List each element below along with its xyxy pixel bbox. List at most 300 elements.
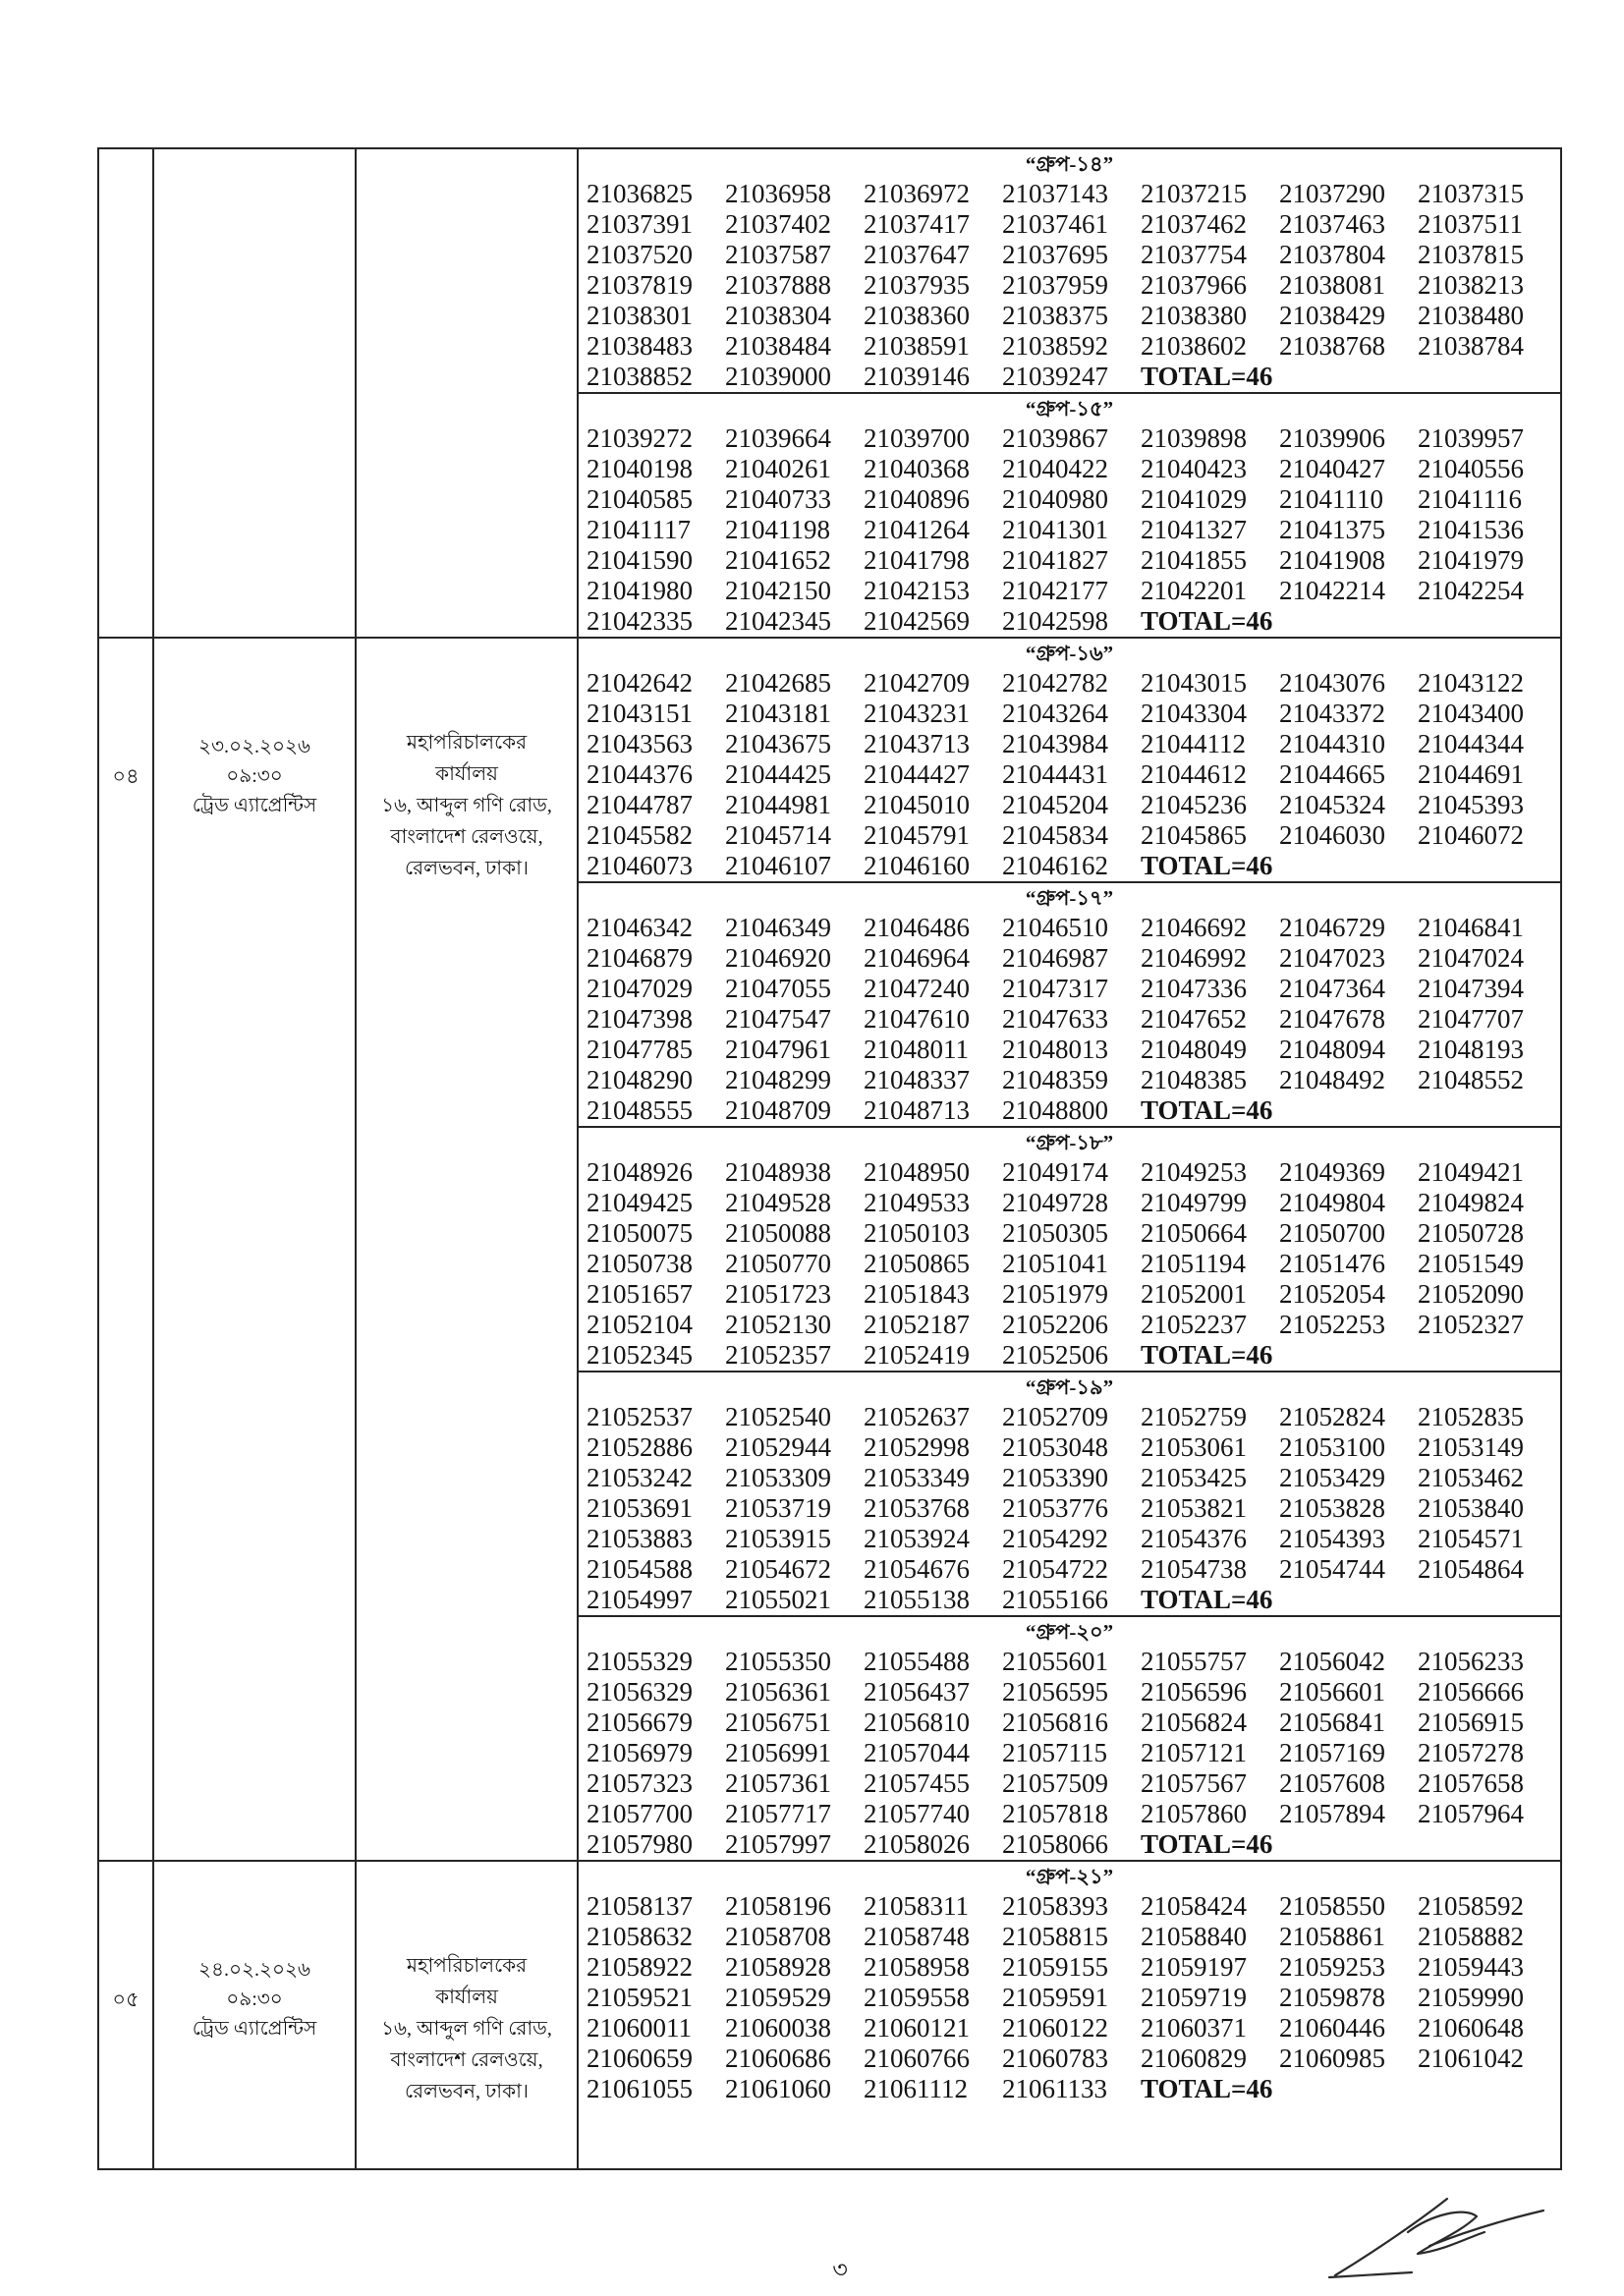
roll-number: 21053100 xyxy=(1279,1432,1385,1462)
roll-number: 21040980 xyxy=(1002,484,1108,514)
roll-number: 21043372 xyxy=(1279,699,1385,728)
roll-row xyxy=(579,1983,1560,2013)
roll-number: 21050770 xyxy=(725,1249,831,1278)
roll-number: 21043304 xyxy=(1141,699,1247,728)
roll-row xyxy=(579,331,1560,362)
roll-number: 21056601 xyxy=(1279,1677,1385,1707)
roll-number: 21047961 xyxy=(725,1035,831,1064)
roll-number: 21037959 xyxy=(1002,270,1108,300)
roll-number: 21053390 xyxy=(1002,1463,1108,1492)
roll-number: 21058922 xyxy=(587,1952,693,1982)
roll-number: 21042254 xyxy=(1418,576,1524,605)
roll-number: 21039898 xyxy=(1141,423,1247,453)
roll-number: 21056329 xyxy=(587,1677,693,1707)
roll-number: 21041116 xyxy=(1418,484,1522,514)
roll-number: 21054571 xyxy=(1418,1524,1524,1553)
roll-number: 21037754 xyxy=(1141,240,1247,269)
roll-row xyxy=(579,699,1560,729)
roll-number: 21039957 xyxy=(1418,423,1524,453)
roll-number: 21056915 xyxy=(1418,1708,1524,1737)
group-total: TOTAL=46 xyxy=(1141,1340,1273,1370)
roll-number: 21057997 xyxy=(725,1829,831,1859)
group-total: TOTAL=46 xyxy=(1141,2074,1273,2103)
roll-number: 21049533 xyxy=(864,1188,970,1217)
roll-number: 21055488 xyxy=(864,1647,970,1676)
roll-row xyxy=(579,545,1560,576)
venue-cell xyxy=(357,149,579,637)
roll-number: 21049799 xyxy=(1141,1188,1247,1217)
roll-number: 21041827 xyxy=(1002,545,1108,575)
roll-number: 21056991 xyxy=(725,1738,831,1767)
roll-row xyxy=(579,1340,1560,1371)
roll-number: 21046160 xyxy=(864,851,970,880)
roll-number: 21045393 xyxy=(1418,790,1524,819)
roll-number: 21057323 xyxy=(587,1768,693,1798)
roll-number: 21058592 xyxy=(1418,1891,1524,1921)
roll-number: 21060783 xyxy=(1002,2044,1108,2073)
roll-number: 21053776 xyxy=(1002,1493,1108,1523)
roll-number: 21037647 xyxy=(864,240,970,269)
roll-row xyxy=(579,2074,1560,2104)
roll-row xyxy=(579,240,1560,270)
roll-number: 21045582 xyxy=(587,820,693,850)
roll-number: 21057044 xyxy=(864,1738,970,1767)
roll-number: 21046920 xyxy=(725,943,831,973)
roll-number: 21053828 xyxy=(1279,1493,1385,1523)
roll-number: 21044376 xyxy=(587,759,693,789)
roll-number: 21049528 xyxy=(725,1188,831,1217)
date-time-cell xyxy=(154,639,357,1860)
roll-number: 21043151 xyxy=(587,699,693,728)
roll-row xyxy=(579,301,1560,331)
group-title: “গ্রুপ-১৮” xyxy=(1025,1131,1114,1154)
roll-number: 21052054 xyxy=(1279,1279,1385,1309)
roll-number: 21043675 xyxy=(725,729,831,758)
roll-row xyxy=(579,423,1560,454)
exam-schedule-table xyxy=(97,147,1562,2170)
roll-number: 21058632 xyxy=(587,1922,693,1951)
roll-number: 21056679 xyxy=(587,1708,693,1737)
roll-number: 21036825 xyxy=(587,179,693,208)
group-title: “গ্রুপ-১৯” xyxy=(1025,1375,1114,1399)
serial-cell xyxy=(99,1862,154,2168)
roll-number: 21042335 xyxy=(587,606,693,636)
roll-number: 21041798 xyxy=(864,545,970,575)
roll-number: 21038081 xyxy=(1279,270,1385,300)
roll-number: 21039700 xyxy=(864,423,970,453)
roll-number: 21042709 xyxy=(864,668,970,698)
roll-number: 21052637 xyxy=(864,1402,970,1431)
roll-number: 21041327 xyxy=(1141,515,1247,544)
roll-number: 21055138 xyxy=(864,1585,970,1614)
roll-number: 21047029 xyxy=(587,974,693,1003)
roll-number: 21042345 xyxy=(725,606,831,636)
roll-number: 21043563 xyxy=(587,729,693,758)
roll-number: 21048950 xyxy=(864,1157,970,1187)
roll-number: 21054588 xyxy=(587,1554,693,1584)
roll-row xyxy=(579,209,1560,240)
roll-number: 21042642 xyxy=(587,668,693,698)
roll-number: 21052886 xyxy=(587,1432,693,1462)
roll-row xyxy=(579,913,1560,943)
roll-number: 21037143 xyxy=(1002,179,1108,208)
venue-cell xyxy=(357,1862,579,2168)
roll-number: 21037315 xyxy=(1418,179,1524,208)
roll-number: 21058748 xyxy=(864,1922,970,1951)
group-total: TOTAL=46 xyxy=(1141,606,1273,636)
roll-number: 21039247 xyxy=(1002,362,1108,391)
roll-number: 21059719 xyxy=(1141,1983,1247,2012)
group-block xyxy=(579,639,1560,881)
roll-number: 21043264 xyxy=(1002,699,1108,728)
roll-number: 21047633 xyxy=(1002,1004,1108,1034)
roll-row xyxy=(579,179,1560,209)
roll-number: 21058815 xyxy=(1002,1922,1108,1951)
roll-row xyxy=(579,1677,1560,1708)
roll-number: 21053719 xyxy=(725,1493,831,1523)
roll-row xyxy=(579,1279,1560,1310)
roll-number: 21044344 xyxy=(1418,729,1524,758)
roll-number: 21041301 xyxy=(1002,515,1108,544)
roll-number: 21048299 xyxy=(725,1065,831,1094)
roll-number: 21052253 xyxy=(1279,1310,1385,1339)
roll-number: 21042782 xyxy=(1002,668,1108,698)
roll-number: 21042214 xyxy=(1279,576,1385,605)
roll-number: 21038375 xyxy=(1002,301,1108,330)
trade-name: ট্রেড এ্যাপ্রেন্টিস xyxy=(192,2018,317,2040)
roll-row xyxy=(579,1218,1560,1249)
roll-number: 21046987 xyxy=(1002,943,1108,973)
roll-row xyxy=(579,1647,1560,1677)
roll-number: 21045236 xyxy=(1141,790,1247,819)
roll-row xyxy=(579,1004,1560,1035)
roll-row xyxy=(579,1524,1560,1554)
roll-number: 21059558 xyxy=(864,1983,970,2012)
roll-number: 21047610 xyxy=(864,1004,970,1034)
roll-number: 21059878 xyxy=(1279,1983,1385,2012)
roll-number: 21046841 xyxy=(1418,913,1524,942)
roll-number: 21057658 xyxy=(1418,1768,1524,1798)
venue-line: বাংলাদেশ রেলওয়ে, xyxy=(390,826,543,848)
roll-number: 21042201 xyxy=(1141,576,1247,605)
roll-number: 21056596 xyxy=(1141,1677,1247,1707)
roll-number: 21054672 xyxy=(725,1554,831,1584)
roll-row xyxy=(579,1463,1560,1493)
roll-number: 21043122 xyxy=(1418,668,1524,698)
roll-number: 21039906 xyxy=(1279,423,1385,453)
roll-number: 21041117 xyxy=(587,515,691,544)
roll-number: 21047364 xyxy=(1279,974,1385,1003)
roll-number: 21057860 xyxy=(1141,1799,1247,1828)
roll-number: 21058066 xyxy=(1002,1829,1108,1859)
roll-numbers-cell xyxy=(579,639,1560,1860)
roll-number: 21041590 xyxy=(587,545,693,575)
roll-row xyxy=(579,1249,1560,1279)
roll-number: 21057700 xyxy=(587,1799,693,1828)
roll-number: 21037215 xyxy=(1141,179,1247,208)
roll-number: 21037587 xyxy=(725,240,831,269)
roll-number: 21051476 xyxy=(1279,1249,1385,1278)
roll-number: 21052104 xyxy=(587,1310,693,1339)
schedule-row xyxy=(99,637,1560,1860)
roll-number: 21051194 xyxy=(1141,1249,1246,1278)
roll-number: 21046162 xyxy=(1002,851,1108,880)
roll-numbers-cell xyxy=(579,1862,1560,2168)
roll-number: 21043015 xyxy=(1141,668,1247,698)
roll-number: 21055329 xyxy=(587,1647,693,1676)
roll-number: 21058196 xyxy=(725,1891,831,1921)
roll-number: 21048094 xyxy=(1279,1035,1385,1064)
venue-line: ১৬, আব্দুল গণি রোড, xyxy=(381,2018,552,2040)
roll-number: 21053425 xyxy=(1141,1463,1247,1492)
roll-number: 21051657 xyxy=(587,1279,693,1309)
roll-number: 21040733 xyxy=(725,484,831,514)
roll-row xyxy=(579,1432,1560,1463)
roll-number: 21053840 xyxy=(1418,1493,1524,1523)
roll-number: 21038784 xyxy=(1418,331,1524,361)
exam-time: ০৯:৩০ xyxy=(226,1988,283,2010)
roll-number: 21059591 xyxy=(1002,1983,1108,2012)
roll-number: 21052759 xyxy=(1141,1402,1247,1431)
venue-line: ১৬, আব্দুল গণি রোড, xyxy=(381,795,552,816)
roll-number: 21052537 xyxy=(587,1402,693,1431)
roll-number: 21060648 xyxy=(1418,2013,1524,2043)
roll-number: 21043181 xyxy=(725,699,831,728)
roll-row xyxy=(579,454,1560,484)
roll-number: 21046692 xyxy=(1141,913,1247,942)
schedule-row xyxy=(99,149,1560,637)
roll-number: 21053462 xyxy=(1418,1463,1524,1492)
roll-number: 21042598 xyxy=(1002,606,1108,636)
exam-time: ০৯:৩০ xyxy=(226,765,283,787)
roll-number: 21059443 xyxy=(1418,1952,1524,1982)
roll-number: 21059529 xyxy=(725,1983,831,2012)
serial-number: ০৪ xyxy=(112,764,140,788)
roll-number: 21061042 xyxy=(1418,2044,1524,2073)
roll-number: 21047652 xyxy=(1141,1004,1247,1034)
roll-number: 21036972 xyxy=(864,179,970,208)
group-block xyxy=(579,392,1560,637)
roll-number: 21052237 xyxy=(1141,1310,1247,1339)
roll-number: 21057964 xyxy=(1418,1799,1524,1828)
roll-number: 21044112 xyxy=(1141,729,1246,758)
roll-number: 21040368 xyxy=(864,454,970,483)
roll-number: 21045714 xyxy=(725,820,831,850)
roll-number: 21058424 xyxy=(1141,1891,1247,1921)
roll-number: 21042177 xyxy=(1002,576,1108,605)
roll-number: 21052357 xyxy=(725,1340,831,1370)
roll-number: 21043984 xyxy=(1002,729,1108,758)
roll-number: 21057740 xyxy=(864,1799,970,1828)
roll-number: 21044310 xyxy=(1279,729,1385,758)
roll-number: 21051843 xyxy=(864,1279,970,1309)
roll-number: 21044665 xyxy=(1279,759,1385,789)
roll-number: 21059155 xyxy=(1002,1952,1108,1982)
roll-number: 21052345 xyxy=(587,1340,693,1370)
roll-number: 21037815 xyxy=(1418,240,1524,269)
roll-number: 21038301 xyxy=(587,301,693,330)
roll-row xyxy=(579,1310,1560,1340)
roll-row xyxy=(579,943,1560,974)
group-total: TOTAL=46 xyxy=(1141,1829,1273,1859)
roll-number: 21053768 xyxy=(864,1493,970,1523)
roll-number: 21051723 xyxy=(725,1279,831,1309)
roll-number: 21053924 xyxy=(864,1524,970,1553)
roll-number: 21052540 xyxy=(725,1402,831,1431)
group-total: TOTAL=46 xyxy=(1141,1095,1273,1125)
roll-number: 21040556 xyxy=(1418,454,1524,483)
roll-number: 21060686 xyxy=(725,2044,831,2073)
roll-number: 21047394 xyxy=(1418,974,1524,1003)
roll-number: 21055021 xyxy=(725,1585,831,1614)
roll-number: 21045010 xyxy=(864,790,970,819)
group-block xyxy=(579,1126,1560,1371)
roll-number: 21037888 xyxy=(725,270,831,300)
roll-number: 21048193 xyxy=(1418,1035,1524,1064)
group-block xyxy=(579,149,1560,392)
roll-number: 21059521 xyxy=(587,1983,693,2012)
roll-number: 21058311 xyxy=(864,1891,969,1921)
venue-line: কার্যালয় xyxy=(435,763,498,785)
venue-line: রেলভবন, ঢাকা। xyxy=(404,2081,530,2102)
group-title: “গ্রুপ-১৬” xyxy=(1025,642,1114,665)
exam-schedule xyxy=(154,1862,355,2044)
roll-row xyxy=(579,1188,1560,1218)
roll-number: 21058958 xyxy=(864,1952,970,1982)
group-total: TOTAL=46 xyxy=(1141,851,1273,880)
group-title: “গ্রুপ-২০” xyxy=(1025,1620,1114,1644)
roll-number: 21056666 xyxy=(1418,1677,1524,1707)
roll-number: 21055166 xyxy=(1002,1585,1108,1614)
roll-number: 21057717 xyxy=(725,1799,831,1828)
roll-number: 21050305 xyxy=(1002,1218,1108,1248)
exam-venue xyxy=(357,639,577,884)
roll-number: 21041029 xyxy=(1141,484,1247,514)
roll-number: 21054738 xyxy=(1141,1554,1247,1584)
roll-number: 21057169 xyxy=(1279,1738,1385,1767)
roll-row xyxy=(579,820,1560,851)
roll-number: 21039146 xyxy=(864,362,970,391)
roll-number: 21040422 xyxy=(1002,454,1108,483)
roll-number: 21046964 xyxy=(864,943,970,973)
roll-number: 21041979 xyxy=(1418,545,1524,575)
roll-number: 21050088 xyxy=(725,1218,831,1248)
roll-row xyxy=(579,974,1560,1004)
roll-number: 21056751 xyxy=(725,1708,831,1737)
roll-number: 21053915 xyxy=(725,1524,831,1553)
roll-number: 21058928 xyxy=(725,1952,831,1982)
roll-number: 21060121 xyxy=(864,2013,970,2043)
roll-number: 21060985 xyxy=(1279,2044,1385,2073)
roll-row xyxy=(579,576,1560,606)
roll-number: 21037520 xyxy=(587,240,693,269)
roll-number: 21046073 xyxy=(587,851,693,880)
roll-number: 21044427 xyxy=(864,759,970,789)
venue-line: মহাপরিচালকের xyxy=(406,732,528,754)
roll-number: 21051549 xyxy=(1418,1249,1524,1278)
roll-number: 21056361 xyxy=(725,1677,831,1707)
roll-row xyxy=(579,1891,1560,1922)
roll-row xyxy=(579,729,1560,759)
roll-number: 21050865 xyxy=(864,1249,970,1278)
roll-number: 21057509 xyxy=(1002,1768,1108,1798)
roll-number: 21041980 xyxy=(587,576,693,605)
roll-number: 21037402 xyxy=(725,209,831,239)
venue-line: মহাপরিচালকের xyxy=(406,1955,528,1977)
date-time-cell xyxy=(154,1862,357,2168)
roll-number: 21047055 xyxy=(725,974,831,1003)
roll-number: 21038768 xyxy=(1279,331,1385,361)
roll-number: 21048709 xyxy=(725,1095,831,1125)
roll-number: 21040585 xyxy=(587,484,693,514)
roll-number: 21046879 xyxy=(587,943,693,973)
roll-number: 21045204 xyxy=(1002,790,1108,819)
venue-line: কার্যালয় xyxy=(435,1987,498,2008)
roll-number: 21048385 xyxy=(1141,1065,1247,1094)
roll-number: 21058840 xyxy=(1141,1922,1247,1951)
roll-row xyxy=(579,2044,1560,2074)
roll-number: 21037462 xyxy=(1141,209,1247,239)
roll-number: 21056841 xyxy=(1279,1708,1385,1737)
roll-number: 21047336 xyxy=(1141,974,1247,1003)
roll-number: 21043231 xyxy=(864,699,970,728)
roll-number: 21053883 xyxy=(587,1524,693,1553)
roll-row xyxy=(579,1585,1560,1615)
roll-number: 21056042 xyxy=(1279,1647,1385,1676)
roll-number: 21044431 xyxy=(1002,759,1108,789)
roll-row xyxy=(579,1768,1560,1799)
roll-number: 21057361 xyxy=(725,1768,831,1798)
roll-row xyxy=(579,1554,1560,1585)
roll-number: 21041264 xyxy=(864,515,970,544)
roll-number: 21060371 xyxy=(1141,2013,1247,2043)
roll-row xyxy=(579,606,1560,637)
roll-number: 21055757 xyxy=(1141,1647,1247,1676)
roll-number: 21048926 xyxy=(587,1157,693,1187)
roll-number: 21038484 xyxy=(725,331,831,361)
roll-number: 21037695 xyxy=(1002,240,1108,269)
roll-number: 21045324 xyxy=(1279,790,1385,819)
roll-number: 21038360 xyxy=(864,301,970,330)
roll-number: 21058882 xyxy=(1418,1922,1524,1951)
roll-number: 21051041 xyxy=(1002,1249,1108,1278)
roll-number: 21038380 xyxy=(1141,301,1247,330)
roll-number: 21043076 xyxy=(1279,668,1385,698)
roll-number: 21037417 xyxy=(864,209,970,239)
roll-row xyxy=(579,851,1560,881)
roll-number: 21039664 xyxy=(725,423,831,453)
roll-number: 21047785 xyxy=(587,1035,693,1064)
roll-number: 21060766 xyxy=(864,2044,970,2073)
roll-number: 21040423 xyxy=(1141,454,1247,483)
roll-number: 21048359 xyxy=(1002,1065,1108,1094)
roll-number: 21041536 xyxy=(1418,515,1524,544)
roll-number: 21058708 xyxy=(725,1922,831,1951)
roll-number: 21054864 xyxy=(1418,1554,1524,1584)
roll-number: 21059990 xyxy=(1418,1983,1524,2012)
roll-number: 21048337 xyxy=(864,1065,970,1094)
roll-number: 21037463 xyxy=(1279,209,1385,239)
roll-number: 21057567 xyxy=(1141,1768,1247,1798)
roll-number: 21045791 xyxy=(864,820,970,850)
roll-number: 21052824 xyxy=(1279,1402,1385,1431)
roll-row xyxy=(579,1065,1560,1095)
group-block xyxy=(579,1371,1560,1615)
roll-number: 21056810 xyxy=(864,1708,970,1737)
roll-number: 21058026 xyxy=(864,1829,970,1859)
roll-number: 21054292 xyxy=(1002,1524,1108,1553)
date-time-cell xyxy=(154,149,357,637)
